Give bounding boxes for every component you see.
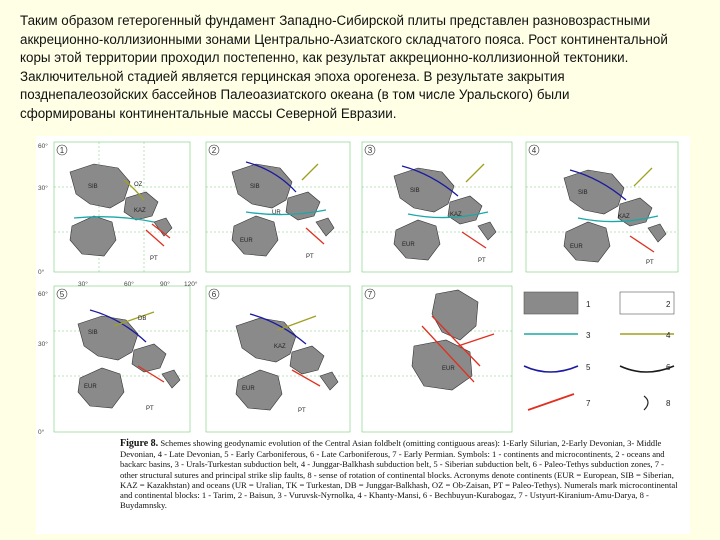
- label-kaz: KAZ: [618, 214, 630, 220]
- label-eur: EUR: [570, 244, 583, 250]
- panel-4: [526, 142, 678, 272]
- figure-panels: [36, 136, 690, 436]
- lat-label-60: 60°: [38, 143, 48, 150]
- legend-number-3: 3: [586, 331, 591, 340]
- label-pt: PT: [298, 408, 306, 414]
- legend-number-6: 6: [666, 363, 671, 372]
- legend-number-5: 5: [586, 363, 591, 372]
- intro-line: позднепалеозойских бассейнов Палеоазиатского океана (в том числе Уральского) были: [20, 87, 570, 103]
- caption-text: Schemes showing geodynamic evolution of the Central Asian foldbelt (omitting contiguous areas): 1-Early Silurian, 2-Early Devonian, 3- Middle Devonian, 4 - Late Devonian, 5 - Early Carboniferous, 6 - Late Carboniferous, 7 - Early Permian. Symbols: 1 - continents and microcontinents, 2 - oceans and backarc basins, 3 - Urals-Turkestan subduction belt, 4 - Junggar-Balkhash subduction belt, 5 - Siberian subduction belt, 6 - Paleo-Tethys subduction zones, 7 - other structural sutures and principal strike slip faults, 8 - sense of rotation of continental blocks. Acronyms denote continents (EUR = European, SIB = Siberian, KAZ = Kazakhstan) and oceans (UR = Uralian, TK = Turkestan, DB = Junggar-Balkhash, OZ = Ob-Zaisan, PT = Paleo-Tethys). Numerals mark microcontinental and continental blocks: 1 - Tarim, 2 - Baisun, 3 - Vuruvsk-Nyrnolka, 4 - Khanty-Mansi, 6 - Bechbuyun-Kurabogaz, 7 - Ustyurt-Kiranium-Amu-Darya, 8 - Buydamnsky.: [120, 438, 678, 511]
- panel-number-6: 6: [211, 290, 217, 299]
- lat-label-0: 0°: [38, 269, 45, 276]
- lon-label-120: 120°: [184, 281, 198, 288]
- intro-line: Таким образом гетерогенный фундамент Западно-Сибирской плиты представлен разновозрастными: [20, 13, 651, 28]
- legend-number-8: 8: [666, 399, 671, 408]
- label-ur: UR: [272, 210, 281, 216]
- lat-label-60: 60°: [38, 291, 48, 298]
- label-sib: SIB: [578, 190, 588, 196]
- label-kaz: KAZ: [274, 344, 286, 350]
- label-pt: PT: [306, 254, 314, 260]
- panel-6: [206, 286, 350, 432]
- lat-label-30: 30°: [38, 185, 48, 192]
- legend-number-7: 7: [586, 399, 591, 408]
- legend-number-1: 1: [586, 300, 591, 309]
- figure-caption: [120, 438, 680, 510]
- intro-line: сформированы континентальные массы Северной Евразии.: [20, 105, 397, 121]
- legend-continent-swatch: [524, 292, 578, 314]
- legend-number-2: 2: [666, 300, 671, 309]
- label-pt: PT: [646, 260, 654, 266]
- intro-text: [20, 12, 710, 124]
- label-eur: EUR: [242, 386, 255, 392]
- panel-number-5: 5: [59, 290, 65, 299]
- panel-3: [362, 142, 512, 272]
- intro-line: аккреционно-коллизионными зонами Центрально-Азиатского складчатого пояса. Рост континентальной: [20, 31, 668, 47]
- label-pt: PT: [146, 406, 154, 412]
- lon-label-30: 30°: [78, 281, 88, 288]
- label-eur: EUR: [402, 242, 415, 248]
- panel-number-7: 7: [367, 290, 373, 299]
- label-kaz: KAZ: [450, 212, 462, 218]
- label-sib: SIB: [88, 330, 98, 336]
- lat-label-30: 30°: [38, 341, 48, 348]
- label-eur: EUR: [84, 384, 97, 390]
- panel-5: [54, 286, 190, 432]
- lon-label-60: 60°: [124, 281, 134, 288]
- label-pt: PT: [478, 258, 486, 264]
- panel-number-3: 3: [367, 146, 373, 155]
- label-db: DB: [138, 316, 147, 322]
- label-eur: EUR: [240, 238, 253, 244]
- caption-lead: Figure 8.: [120, 438, 159, 449]
- label-eur: EUR: [442, 366, 455, 372]
- panel-number-2: 2: [211, 146, 217, 155]
- lat-label-0: 0°: [38, 429, 45, 436]
- label-sib: SIB: [88, 184, 98, 190]
- panel-1: [54, 142, 190, 272]
- panel-number-4: 4: [531, 146, 537, 155]
- label-kaz: KAZ: [134, 208, 146, 214]
- label-sib: SIB: [410, 188, 420, 194]
- panel-7: [362, 286, 512, 432]
- label-oz: OZ: [134, 182, 143, 188]
- intro-line: Заключительной стадией является герцинская эпоха орогенеза. В результате закрытия: [20, 68, 565, 84]
- panel-number-1: 1: [59, 146, 65, 155]
- label-pt: PT: [150, 256, 158, 262]
- legend-number-4: 4: [666, 331, 671, 340]
- lon-label-90: 90°: [160, 281, 170, 288]
- panel-2: [206, 142, 350, 272]
- legend: [520, 286, 680, 432]
- label-sib: SIB: [250, 184, 260, 190]
- intro-line: коры этой территории проходил постепенно, как результат аккреционно-коллизионной тектоники.: [20, 50, 629, 66]
- geodynamic-figure: [36, 136, 690, 534]
